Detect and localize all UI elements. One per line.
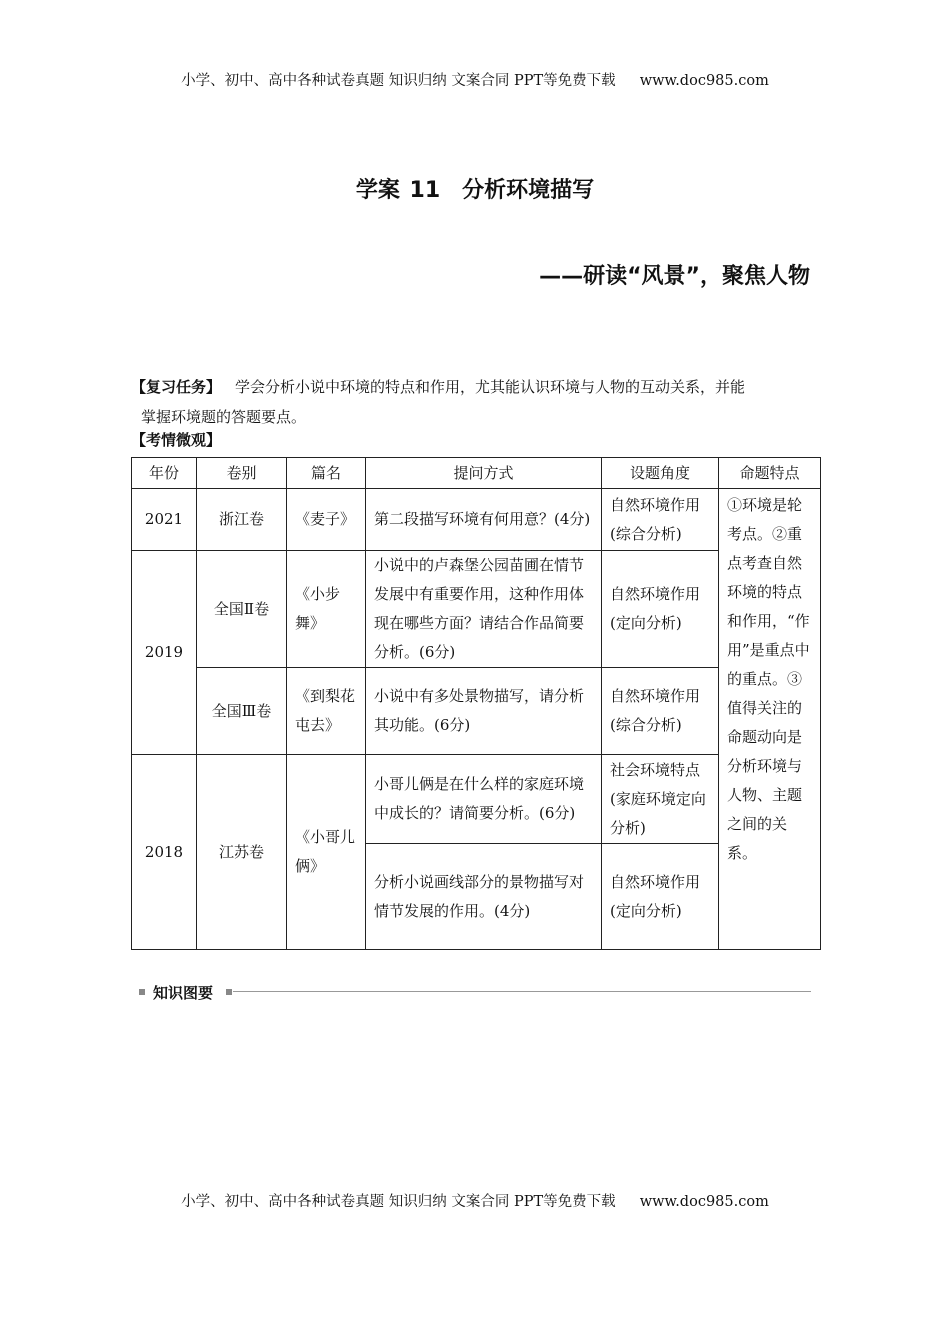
- cell-year: 2021: [132, 489, 197, 551]
- cell-title: 《小哥儿俩》: [287, 755, 366, 950]
- page-title: [0, 173, 950, 204]
- cell-angle: 社会环境特点(家庭环境定向分析): [602, 755, 719, 844]
- cell-year: 2018: [132, 755, 197, 950]
- table-row: [132, 489, 821, 551]
- section-title: 知识图要: [153, 984, 214, 1002]
- cell-paper: 全国Ⅲ卷: [197, 668, 287, 755]
- cell-angle: 自然环境作用(综合分析): [602, 489, 719, 551]
- cell-title: 《麦子》: [287, 489, 366, 551]
- table-row: [132, 668, 821, 755]
- square-bullet-icon: [226, 989, 232, 995]
- page-subtitle: ——研读“风景”，聚焦人物: [539, 264, 810, 289]
- col-header-angle: 设题角度: [602, 458, 719, 489]
- footer-url[interactable]: www.doc985.com: [639, 1194, 769, 1210]
- review-task-line2: 掌握环境题的答题要点。: [141, 408, 307, 426]
- cell-angle: 自然环境作用(定向分析): [602, 551, 719, 668]
- section-divider: [233, 991, 811, 992]
- cell-angle: 自然环境作用(综合分析): [602, 668, 719, 755]
- col-header-title: 篇名: [287, 458, 366, 489]
- review-task: [131, 372, 821, 432]
- cell-paper: 浙江卷: [197, 489, 287, 551]
- cell-paper: 全国Ⅱ卷: [197, 551, 287, 668]
- page-footer: [0, 1190, 950, 1211]
- cell-question: 小哥儿俩是在什么样的家庭环境中成长的？请简要分析。(6分): [366, 755, 602, 844]
- cell-question: 小说中有多处景物描写，请分析其功能。(6分): [366, 668, 602, 755]
- footer-text: 小学、初中、高中各种试卷真题 知识归纳 文案合同 PPT等免费下载: [181, 1194, 616, 1210]
- cell-question: 第二段描写环境有何用意？(4分): [366, 489, 602, 551]
- cell-year: 2019: [132, 551, 197, 755]
- cell-title: 《到梨花屯去》: [287, 668, 366, 755]
- table-row: [132, 551, 821, 668]
- title-number: 11: [409, 178, 441, 203]
- col-header-year: 年份: [132, 458, 197, 489]
- col-header-question: 提问方式: [366, 458, 602, 489]
- cell-paper: 江苏卷: [197, 755, 287, 950]
- col-header-features: 命题特点: [719, 458, 821, 489]
- table-row: [132, 755, 821, 844]
- review-task-line1: 学会分析小说中环境的特点和作用，尤其能认识环境与人物的互动关系，并能: [235, 378, 746, 396]
- header-text: 小学、初中、高中各种试卷真题 知识归纳 文案合同 PPT等免费下载: [181, 73, 616, 89]
- cell-question: 分析小说画线部分的景物描写对情节发展的作用。(4分): [366, 844, 602, 950]
- cell-title: 《小步舞》: [287, 551, 366, 668]
- cell-question: 小说中的卢森堡公园苗圃在情节发展中有重要作用，这种作用体现在哪些方面？请结合作品简要分析。(6分): [366, 551, 602, 668]
- exam-overview-table: [131, 457, 821, 950]
- exam-overview-label: 【考情微观】: [131, 431, 222, 449]
- square-bullet-icon: [139, 989, 145, 995]
- review-task-label: 【复习任务】: [131, 378, 222, 396]
- col-header-paper: 卷别: [197, 458, 287, 489]
- section-knowledge-map: [139, 982, 811, 1002]
- title-name: 分析环境描写: [462, 178, 595, 203]
- table-header-row: [132, 458, 821, 489]
- title-prefix: 学案: [355, 178, 400, 203]
- header-url[interactable]: www.doc985.com: [639, 73, 769, 89]
- cell-features: ①环境是轮考点。②重点考查自然环境的特点和作用，“作用”是重点中的重点。③值得关注的命题动向是分析环境与人物、主题之间的关系。: [719, 489, 821, 950]
- cell-angle: 自然环境作用(定向分析): [602, 844, 719, 950]
- page-header: [0, 69, 950, 90]
